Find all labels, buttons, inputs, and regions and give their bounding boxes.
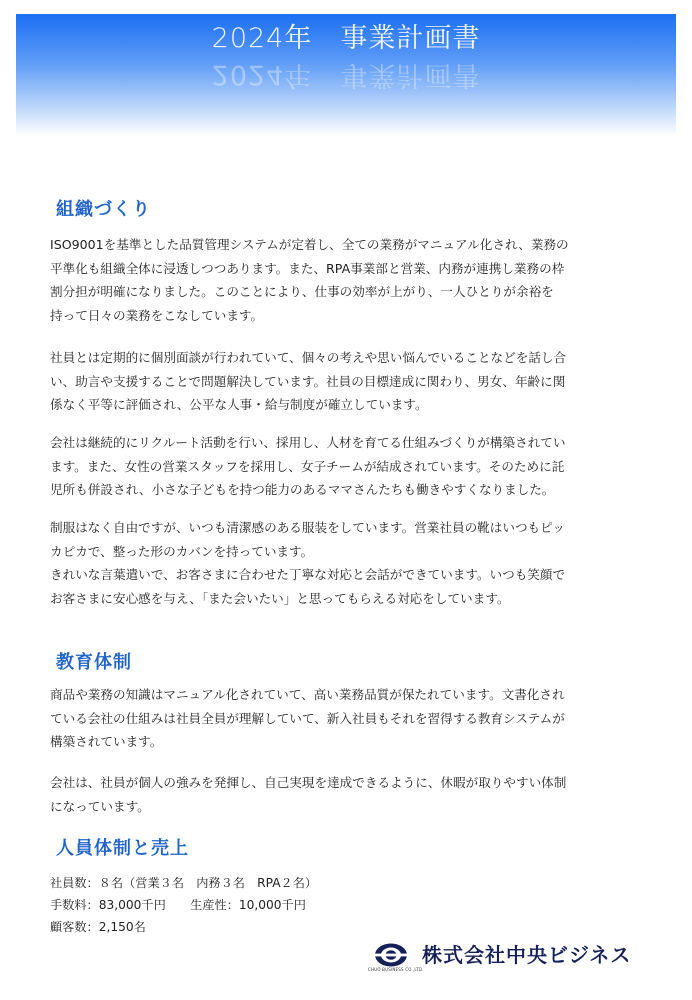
organization-paragraph-3: 会社は継続的にリクルート活動を行い、採用し、人材を育てる仕組みづくりが構築されてい ます。また、女性の営業スタッフを採用し、女子チームが結成されています。そのために託 児所も併設され、小さな子どもを持つ能力のあるママさんたちも働きやすくなりました。 (50, 435, 566, 497)
organization-paragraph-1: ISO9001を基準とした品質管理システムが定着し、全ての業務がマニュアル化され、業務の 平準化も組織全体に浸透しつつあります。また、RPA事業部と営業、内務が連携し業務の枠 割分担が明確になりました。このことにより、仕事の効率が上がり、一人ひとりが余裕を 持って日々の業務をこなしています。 (50, 237, 569, 323)
company-logo-icon (374, 942, 408, 968)
education-paragraph-2: 会社は、社員が個人の強みを発揮し、自己実現を達成できるように、休暇が取りやすい体制 になっています。 (50, 775, 567, 814)
fee-and-productivity: 手数料：83,000千円 生産性：10,000千円 (50, 898, 306, 912)
company-logo (368, 938, 648, 978)
section-heading-organization: 組織づくり (56, 199, 151, 220)
company-name: 株式会社中央ビジネス (422, 943, 632, 967)
page-title-reflection: 2024年 事業計画書 (211, 59, 481, 90)
section-heading-staffing: 人員体制と売上 (56, 838, 189, 859)
customer-count: 顧客数：2,150名 (50, 920, 146, 934)
staffing-stats (50, 872, 317, 938)
section-heading-education: 教育体制 (56, 652, 132, 673)
organization-paragraph-4: 制服はなく自由ですが、いつも清潔感のある服装をしています。営業社員の靴はいつもピッ カピカで、整った形のカバンを持っています。 きれいな言葉遣いで、お客さまに合わせた丁寧な対応と会話ができています。いつも笑顔で お客さまに安心感を与え、「また会いたい」と思ってもらえる対応をしています。 (50, 520, 566, 606)
page-title: 2024年 事業計画書 (211, 23, 481, 54)
education-paragraph-1: 商品や業務の知識はマニュアル化されていて、高い業務品質が保たれています。文書化され ている会社の仕組みは社員全員が理解していて、新入社員もそれを習得する教育システムが 構築されています。 (50, 687, 565, 749)
organization-paragraph-2: 社員とは定期的に個別面談が行われていて、個々の考えや思い悩んでいることなどを話し合 い、助言や支援することで問題解決しています。社員の目標達成に関わり、男女、年齢に関 係なく平等に評価され、公平な人事・給与制度が確立しています。 (50, 350, 567, 412)
logo-subtext: CHUO BUSINESS CO.,LTD. (368, 967, 424, 972)
employees-count: 社員数：８名（営業３名 内務３名 RPA２名） (50, 876, 318, 890)
